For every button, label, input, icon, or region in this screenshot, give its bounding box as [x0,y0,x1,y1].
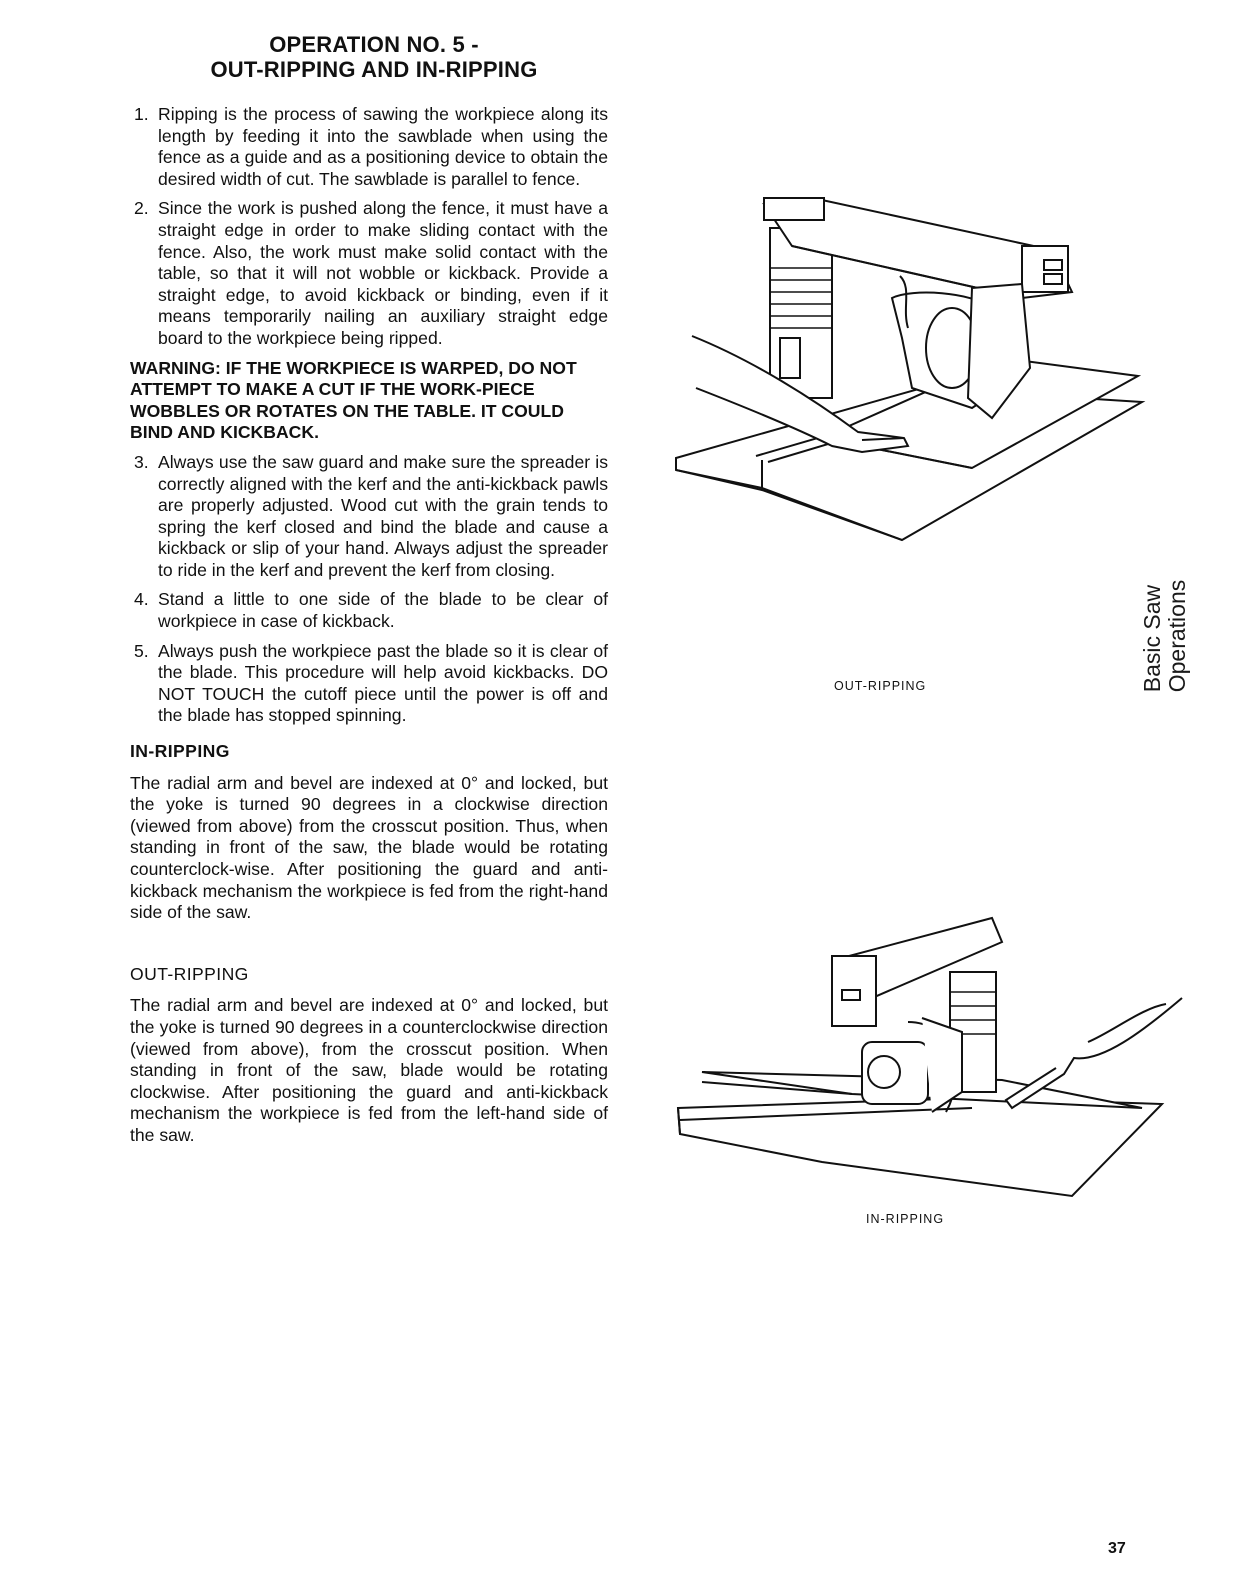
radial-arm-saw-illustration [672,912,1192,1202]
in-ripping-heading: IN-RIPPING [130,741,230,762]
list-item [130,104,608,190]
section-tab [1136,580,1194,692]
item-text: Stand a little to one side of the blade to be clear of workpiece in case of kickback. [158,589,608,632]
list-item [130,198,608,349]
out-ripping-figure [672,188,1152,548]
warning-text: WARNING: IF THE WORKPIECE IS WARPED, DO NOT ATTEMPT TO MAKE A CUT IF THE WORK-PIECE WOBBLES OR ROTATES ON THE TABLE. IT COULD BIND AND KICKBACK. [130,357,577,443]
in-ripping-text: The radial arm and bevel are indexed at 0° and locked, but the yoke is turned 90 degrees in a clockwise direction (viewed from above) from the crosscut position. Thus, when standing in front of the saw, the blade would be rotating counterclock-wise. After positioning the guard and anti-kickback mechanism the workpiece is fed from the right-hand side of the saw. [130,772,608,923]
item-number: 3. [134,451,149,472]
in-ripping-figure [672,912,1192,1202]
radial-arm-saw-illustration [672,188,1152,548]
out-ripping-heading: OUT-RIPPING [130,963,249,984]
title-line-2: OUT-RIPPING AND IN-RIPPING [210,57,538,82]
list-item [130,589,608,632]
item-text: Always push the workpiece past the blade so it is clear of the blade. This procedure will help avoid kickbacks. DO NOT TOUCH the cutoff piece until the power is off and the blade has stopped spinning. [158,640,608,726]
bottom-figure-caption: IN-RIPPING [866,1212,945,1226]
section-tab-line-2: Operations [1164,579,1190,693]
title-line-1: OPERATION NO. 5 - [269,32,479,57]
page-number: 37 [1108,1540,1126,1557]
item-text: Always use the saw guard and make sure the spreader is correctly aligned with the kerf and the anti-kickback pawls are properly adjusted. Wood cut with the grain tends to spring the kerf closed and bind the blade and cause a kickback or slip of your hand. Always adjust the spreader to ride in the kerf and prevent the kerf from closing. [158,451,608,580]
item-text: Since the work is pushed along the fence, it must have a straight edge in order to make sliding contact with the fence. Also, the work must make solid contact with the table, so that it will not wobble or kickback. Provide a straight edge, to avoid kickback or binding, even if it means temporarily nailing an auxiliary straight edge board to the workpiece being ripped. [158,198,608,348]
item-number: 4. [134,589,149,610]
section-tab-label [1140,580,1190,693]
page-title [132,32,616,82]
item-number: 1. [134,104,149,124]
top-figure-caption: OUT-RIPPING [834,679,927,693]
text-column [130,104,608,1147]
item-number: 2. [134,198,149,219]
section-tab-line-1: Basic Saw [1139,584,1165,693]
out-ripping-text: The radial arm and bevel are indexed at 0° and locked, but the yoke is turned 90 degrees in a counterclockwise direction (viewed from above), from the crosscut position. When standing in front of the saw, blade would be rotating clockwise. After positioning the guard and anti-kickback mechanism the workpiece is fed from the left-hand side of the saw. [130,995,608,1145]
list-item [130,452,608,582]
item-text: Ripping is the process of sawing the workpiece along its length by feeding it into the sawblade when using the fence as a guide and as a positioning device to obtain the desired width of cut. The sawblade is parallel to fence. [158,104,608,189]
item-number: 5. [134,640,149,661]
list-item [130,641,608,727]
